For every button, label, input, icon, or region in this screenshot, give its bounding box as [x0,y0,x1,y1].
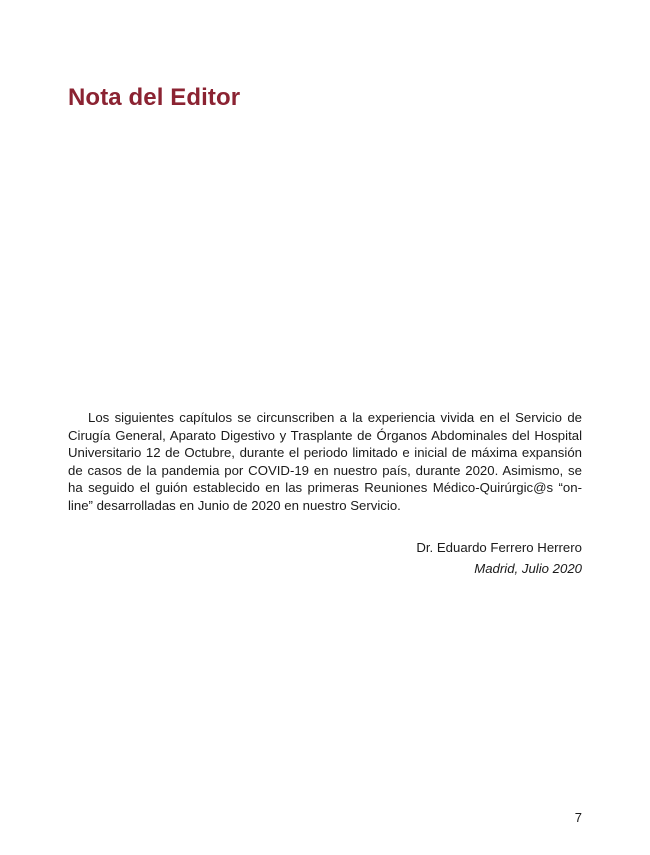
editor-note-paragraph: Los siguientes capítulos se circunscriben a la experiencia vivida en el Servicio de Cirugía General, Aparato Digestivo y Trasplante de Órganos Abdominales del Hospital Universitario 12 de Octubre, durante el periodo limitado e inicial de máxima expansión de casos de la pandemia por COVID-19 en nuestro país, durante 2020. Asimismo, se ha seguido el guión establecido en las primeras Reuniones Médico-Quirúrgic@s “on-line” desarrolladas en Junio de 2020 en nuestro Servicio. [68,410,582,513]
place-date: Madrid, Julio 2020 [474,561,582,576]
signature-block [300,537,582,579]
page-title: Nota del Editor [68,84,241,111]
author-name: Dr. Eduardo Ferrero Herrero [416,540,582,555]
page-number: 7 [574,810,582,825]
